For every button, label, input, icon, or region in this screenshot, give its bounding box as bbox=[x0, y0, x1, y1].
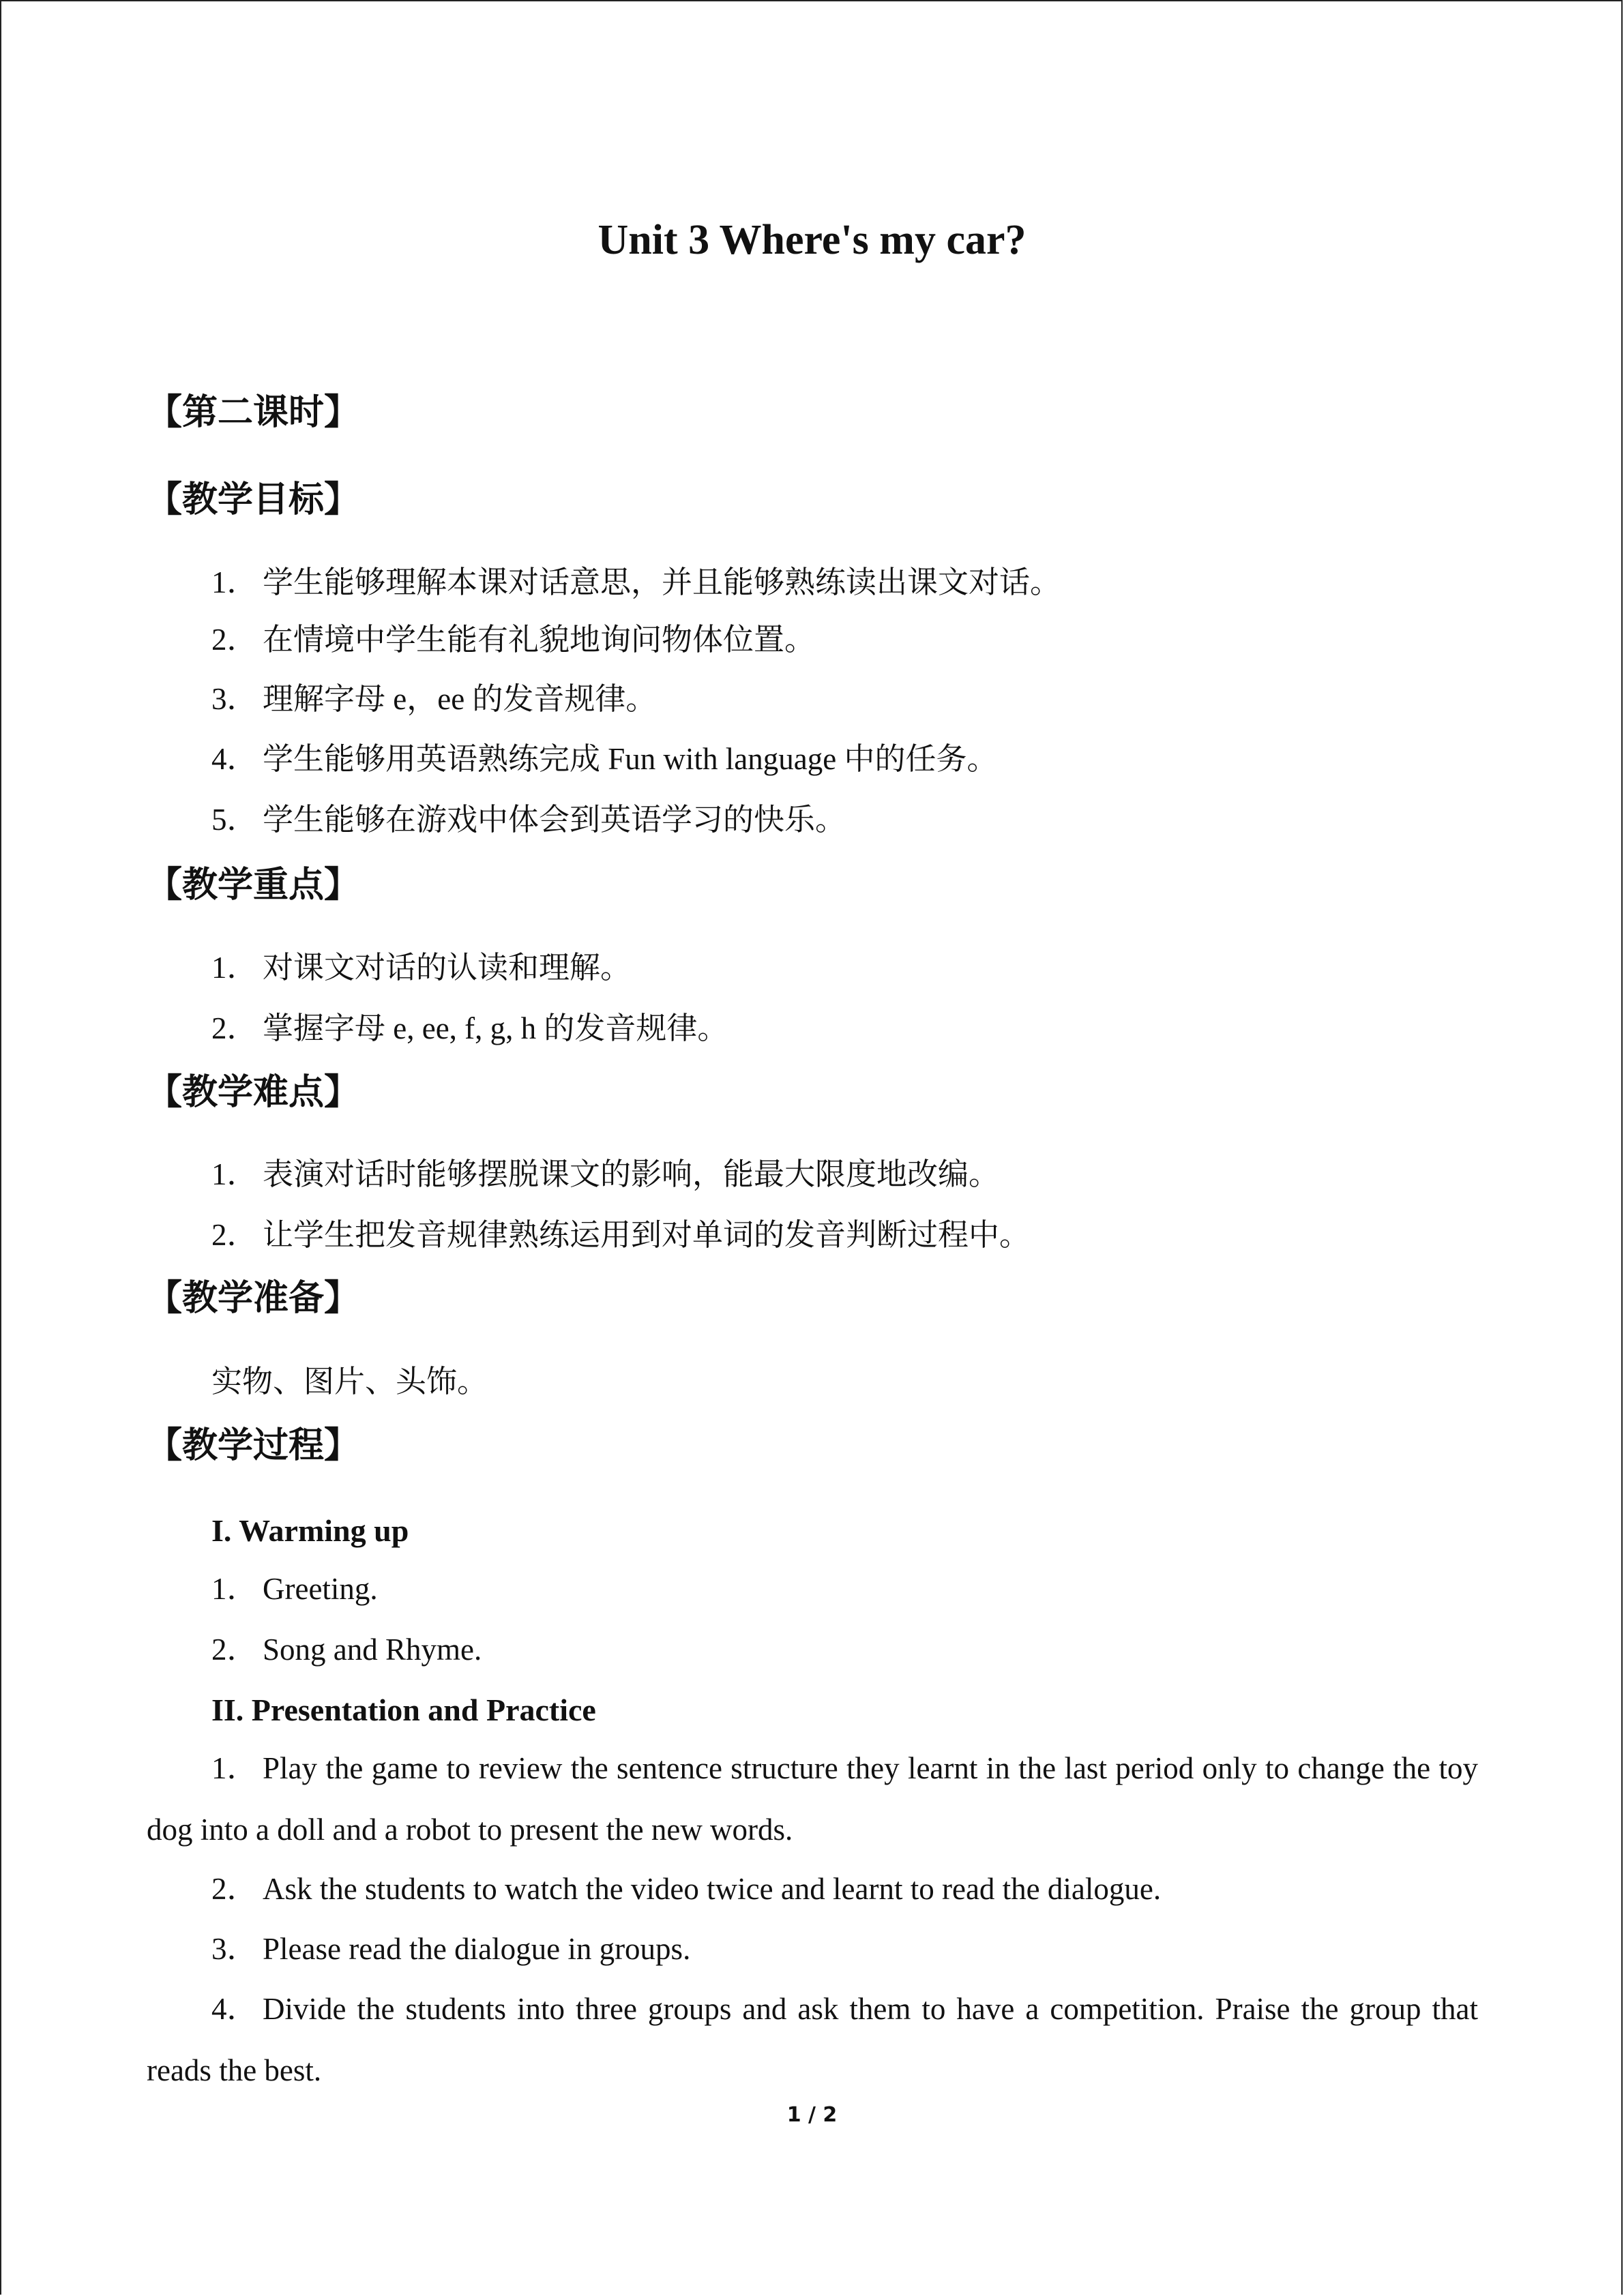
page-number: 1 / 2 bbox=[786, 2103, 838, 2127]
objectives-heading: 【教学目标】 bbox=[147, 479, 360, 520]
objective-item: 4． 学生能够用英语熟练完成 Fun with language 中的任务。 bbox=[211, 742, 998, 776]
objective-item: 5． 学生能够在游戏中体会到英语学习的快乐。 bbox=[211, 803, 846, 837]
document-title: Unit 3 Where's my car? bbox=[597, 217, 1027, 263]
objective-item: 2． 在情境中学生能有礼貌地询问物体位置。 bbox=[211, 623, 816, 657]
key-point-item: 2． 掌握字母 e, ee, f, g, h 的发音规律。 bbox=[211, 1011, 728, 1045]
difficulty-item: 1． 表演对话时能够摆脱课文的影响，能最大限度地改编。 bbox=[211, 1157, 1000, 1191]
presentation-item: 4． Divide the students into three groups and ask them to have a competition. Praise the group that reads the best. bbox=[147, 1992, 1478, 2087]
objective-item: 1． 学生能够理解本课对话意思，并且能够熟练读出课文对话。 bbox=[211, 565, 1061, 599]
key-points-heading: 【教学重点】 bbox=[147, 865, 360, 906]
process-heading: 【教学过程】 bbox=[147, 1425, 360, 1466]
presentation-item: 3． Please read the dialogue in groups. bbox=[211, 1932, 691, 1966]
lesson-heading: 【第二课时】 bbox=[147, 392, 360, 433]
difficulty-item: 2． 让学生把发音规律熟练运用到对单词的发音判断过程中。 bbox=[211, 1218, 1031, 1252]
warming-up-item: 1． Greeting. bbox=[211, 1572, 378, 1606]
preparation-text: 实物、图片、头饰。 bbox=[211, 1365, 488, 1399]
presentation-title: II. Presentation and Practice bbox=[211, 1693, 596, 1727]
presentation-item: 2． Ask the students to watch the video twice and learnt to read the dialogue. bbox=[211, 1872, 1162, 1906]
warming-up-title: I. Warming up bbox=[211, 1513, 409, 1548]
warming-up-item: 2． Song and Rhyme. bbox=[211, 1632, 482, 1667]
objective-item: 3． 理解字母 e，ee 的发音规律。 bbox=[211, 682, 657, 716]
difficulties-heading: 【教学难点】 bbox=[147, 1072, 360, 1113]
key-point-item: 1． 对课文对话的认读和理解。 bbox=[211, 951, 632, 985]
presentation-item: 1． Play the game to review the sentence structure they learnt in the last period only to change the toy dog into a doll and a robot to present the new words. bbox=[147, 1751, 1478, 1847]
preparation-heading: 【教学准备】 bbox=[147, 1278, 360, 1319]
